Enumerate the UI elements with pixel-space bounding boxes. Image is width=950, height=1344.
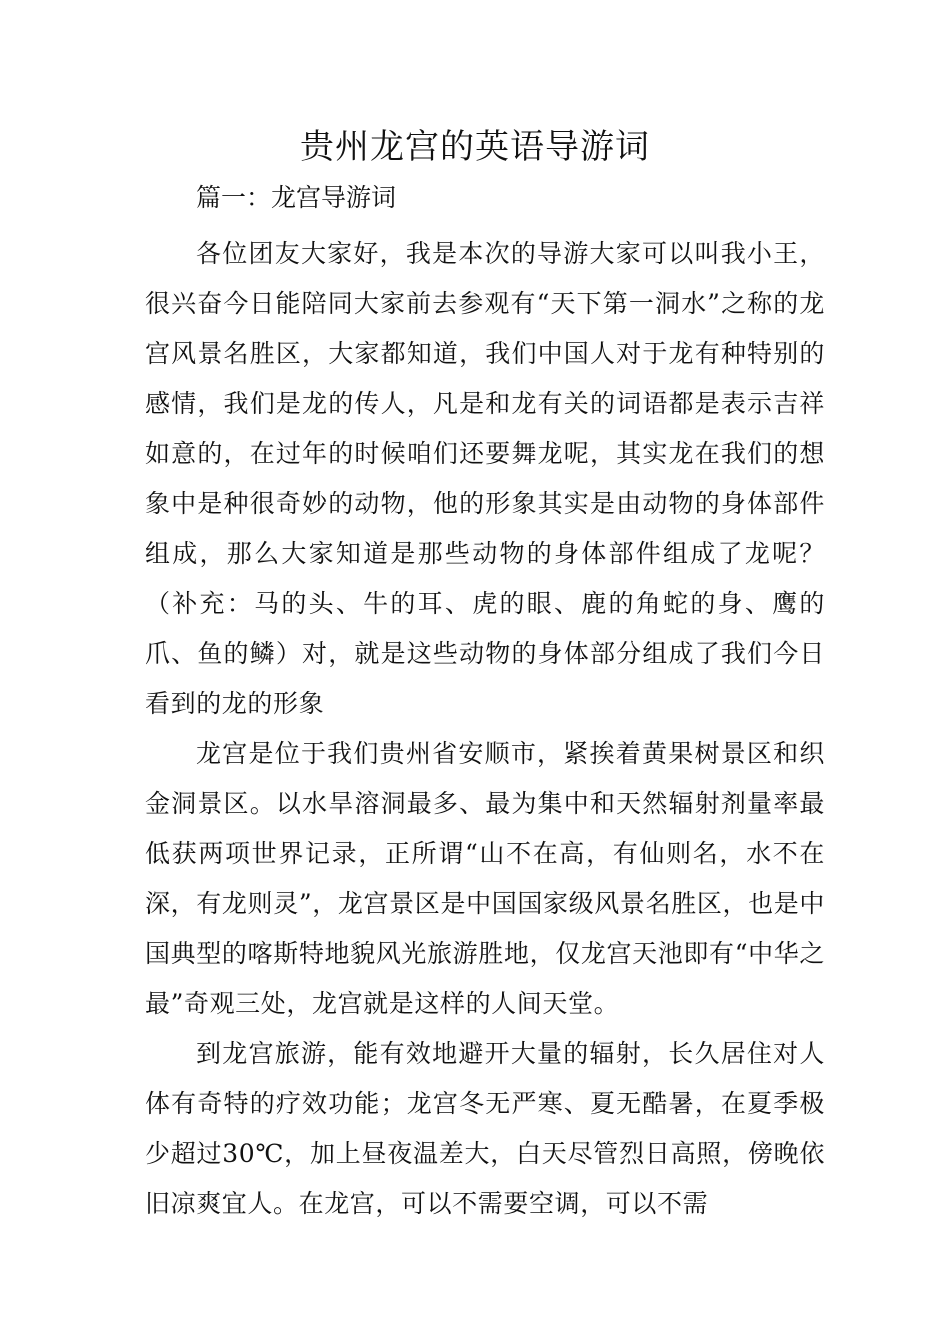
document-title: 贵州龙宫的英语导游词 [300, 127, 650, 167]
paragraph-location: 龙宫是位于我们贵州省安顺市，紧挨着黄果树景区和织金洞景区。以水旱溶洞最多、最为集中和天然辐射剂量率最低获两项世界记录，正所谓“山不在高，有仙则名，水不在深，有龙则灵”，龙宫景区是中国国家级风景名胜区，也是中国典型的喀斯特地貌风光旅游胜地，仅龙宫天池即有“中华之最”奇观三处，龙宫就是这样的人间天堂。 [145, 739, 825, 1018]
paragraph-intro: 各位团友大家好，我是本次的导游大家可以叫我小王，很兴奋今日能陪同大家前去参观有“天下第一洞水”之称的龙宫风景名胜区，大家都知道，我们中国人对于龙有种特别的感情，我们是龙的传人，凡是和龙有关的词语都是表示吉祥如意的，在过年的时候咱们还要舞龙呢，其实龙在我们的想象中是种很奇妙的动物，他的形象其实是由动物的身体部件组成，那么大家知道是那些动物的身体部件组成了龙呢？（补充：马的头、牛的耳、虎的眼、鹿的角蛇的身、鹰的爪、鱼的鳞）对，就是这些动物的身体部分组成了我们今日看到的龙的形象 [145, 239, 825, 718]
paragraph-climate: 到龙宫旅游，能有效地避开大量的辐射，长久居住对人体有奇特的疗效功能；龙宫冬无严寒、夏无酷暑，在夏季极少超过30℃，加上昼夜温差大，白天尽管烈日高照，傍晚依旧凉爽宜人。在龙宫，可以不需要空调，可以不需 [145, 1039, 825, 1218]
section-heading: 篇一：龙宫导游词 [196, 183, 397, 212]
document-body [145, 229, 825, 1229]
